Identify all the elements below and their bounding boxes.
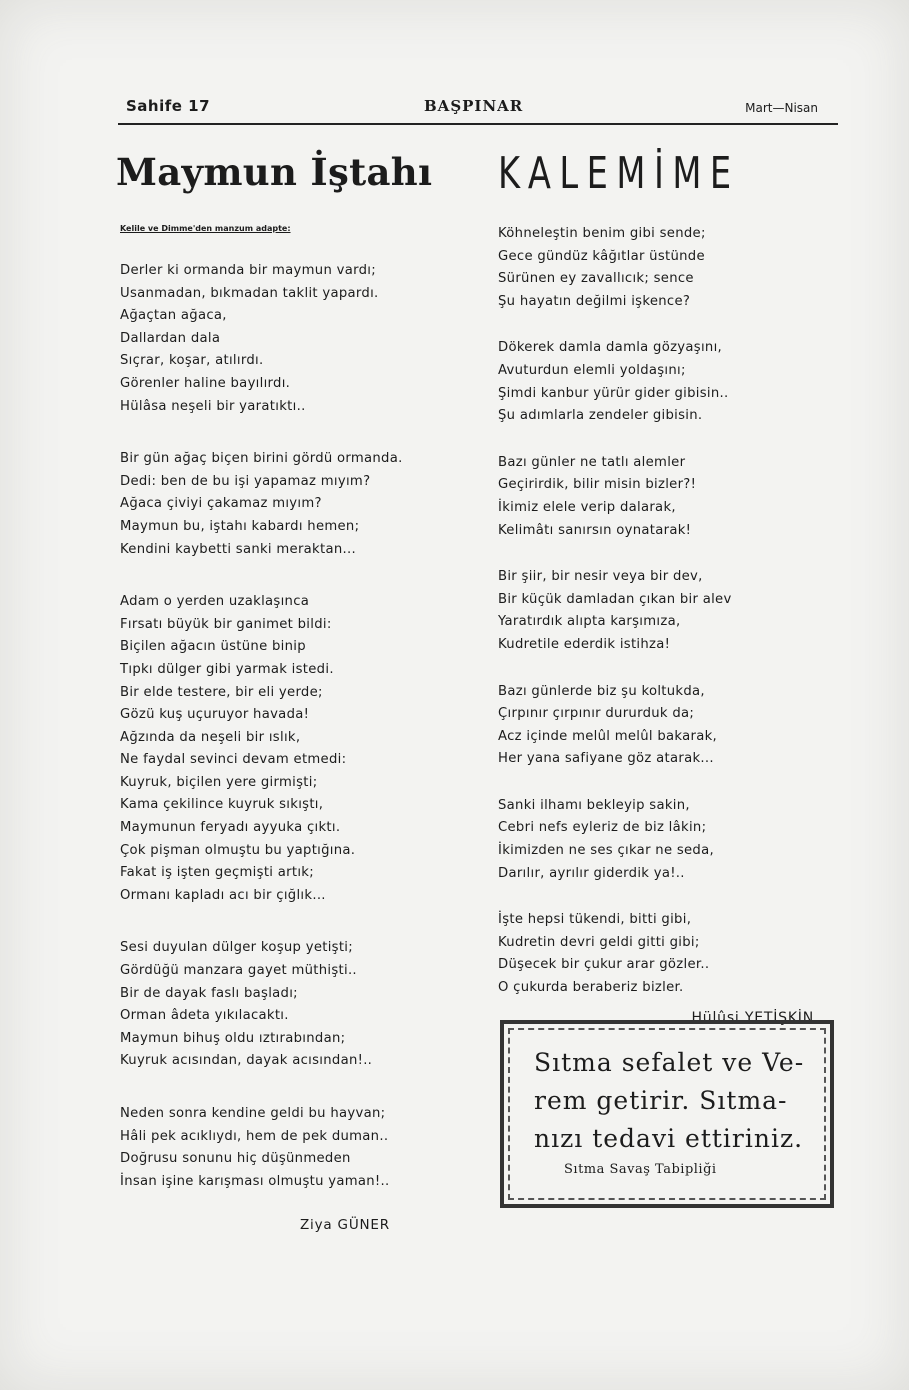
- issue-date: Mart—Nisan: [745, 101, 818, 115]
- poem-line: Sesi duyulan dülger koşup yetişti;: [120, 940, 354, 956]
- poem-line: Şu hayatın değilmi işkence?: [498, 293, 691, 309]
- poem-line: Bir şiir, bir nesir veya bir dev,: [498, 569, 703, 585]
- poem-line: Maymun bihuş oldu ıztırabından;: [120, 1030, 346, 1046]
- poem-line: Gördüğü manzara gayet müthişti..: [120, 963, 357, 979]
- poem-line: Adam o yerden uzaklaşınca: [120, 594, 310, 610]
- stanza: [120, 448, 462, 561]
- poem-line: Doğrusu sonunu hiç düşünmeden: [120, 1151, 351, 1167]
- poem-line: Düşecek bir çukur arar gözler..: [498, 957, 710, 973]
- stanza: [120, 591, 462, 907]
- poem-line: İşte hepsi tükendi, bitti gibi,: [498, 912, 692, 928]
- poem-line: Bir küçük damladan çıkan bir alev: [498, 591, 732, 607]
- poem-line: Fırsatı büyük bir ganimet bildi:: [120, 616, 332, 632]
- stanza: [120, 260, 462, 418]
- poem-left: [120, 260, 462, 1193]
- poem-line: Sıçrar, koşar, atılırdı.: [120, 353, 264, 369]
- poem-line: Dallardan dala: [120, 330, 221, 346]
- stanza: [498, 909, 834, 999]
- poem-line: Cebri nefs eyleriz de biz lâkin;: [498, 820, 707, 836]
- poem-line: O çukurda beraberiz bizler.: [498, 980, 684, 996]
- poem-line: İnsan işine karışması olmuştu yaman!..: [120, 1173, 390, 1189]
- poem-line: Köhneleştin benim gibi sende;: [498, 226, 706, 241]
- page-number: Sahife 17: [126, 97, 211, 115]
- poem-line: Dökerek damla damla gözyaşını,: [498, 340, 723, 356]
- poem-line: Dedi: ben de bu işi yapamaz mıyım?: [120, 473, 371, 489]
- poem-line: Çırpınır çırpınır dururduk da;: [498, 706, 695, 722]
- poem-line: Kuyruk, biçilen yere girmişti;: [120, 774, 318, 790]
- poem-line: Sanki ilhamı bekleyip sakin,: [498, 797, 690, 813]
- right-column: [494, 140, 834, 1026]
- poem-line: Kudretile ederdik istihza!: [498, 636, 671, 652]
- stanza: [498, 452, 834, 542]
- poem-line: Darılır, ayrılır giderdik ya!..: [498, 865, 685, 881]
- poem-line: Gece gündüz kâğıtlar üstünde: [498, 248, 705, 264]
- magazine-title: BAŞPINAR: [424, 97, 524, 115]
- poem-line: İkimizden ne ses çıkar ne seda,: [498, 843, 714, 859]
- stanza: [498, 337, 834, 427]
- poem-line: Görenler haline bayılırdı.: [120, 375, 291, 391]
- poem-line: Kudretin devri geldi gitti gibi;: [498, 934, 700, 950]
- poem-line: Bazı günler ne tatlı alemler: [498, 454, 686, 470]
- stanza: [498, 681, 834, 771]
- ad-line: nızı tedavi ettiriniz.: [534, 1124, 804, 1153]
- left-column: [112, 140, 462, 1233]
- stanza: [498, 566, 834, 656]
- advertisement-box: [500, 1020, 834, 1208]
- poem-subtitle-left: Kelile ve Dimme'den manzum adapte:: [120, 224, 291, 233]
- poem-line: Fakat iş işten geçmişti artık;: [120, 865, 314, 881]
- ad-signature: Sıtma Savaş Tabipliği: [564, 1162, 717, 1177]
- poem-line: Kelimâtı sanırsın oynatarak!: [498, 522, 692, 538]
- stanza: [120, 1103, 462, 1193]
- poem-line: Usanmadan, bıkmadan taklit yapardı.: [120, 285, 379, 301]
- poem-line: Ne faydal sevinci devam etmedi:: [120, 752, 347, 768]
- poem-line: Ormanı kapladı acı bir çığlık...: [120, 887, 326, 903]
- poem-line: Yaratırdık alıpta karşımıza,: [498, 614, 681, 630]
- ad-line: Sıtma sefalet ve Ve-: [534, 1048, 805, 1077]
- poem-line: Orman âdeta yıkılacaktı.: [120, 1008, 289, 1024]
- poem-line: Biçilen ağacın üstüne binip: [120, 639, 306, 655]
- poem-line: Hülâsa neşeli bir yaratıktı..: [120, 398, 306, 414]
- poem-line: Her yana safiyane göz atarak...: [498, 751, 714, 767]
- poem-line: Bir gün ağaç biçen birini gördü ormanda.: [120, 451, 403, 467]
- poem-line: Şu adımlarla zendeler gibisin.: [498, 408, 703, 424]
- stanza: [498, 795, 834, 885]
- poem-line: Ağzında da neşeli bir ıslık,: [120, 729, 301, 745]
- poem-line: Hâli pek acıklıydı, hem de pek duman..: [120, 1128, 389, 1144]
- poem-line: Derler ki ormanda bir maymun vardı;: [120, 263, 376, 278]
- poem-line: Geçirirdik, bilir misin bizler?!: [498, 477, 697, 493]
- poem-line: Neden sonra kendine geldi bu hayvan;: [120, 1106, 386, 1121]
- poem-line: Ağaca çiviyi çakamaz mıyım?: [120, 496, 322, 512]
- ad-line: rem getirir. Sıtma-: [534, 1086, 788, 1115]
- poem-line: Sürünen ey zavallıcık; sence: [498, 271, 694, 287]
- poem-line: Kama çekilince kuyruk sıkıştı,: [120, 797, 324, 813]
- poem-line: Gözü kuş uçuruyor havada!: [120, 707, 310, 723]
- poem-line: Tıpkı dülger gibi yarmak istedi.: [120, 661, 334, 677]
- poem-line: Bazı günlerde biz şu koltukda,: [498, 683, 705, 699]
- poem-line: Acz içinde melûl melûl bakarak,: [498, 728, 718, 744]
- poem-line: Çok pişman olmuştu bu yaptığına.: [120, 842, 356, 858]
- poem-line: Bir de dayak faslı başladı;: [120, 985, 298, 1001]
- poem-title-left: Maymun İştahı: [116, 150, 433, 194]
- poem-line: Şimdi kanbur yürür gider gibisin..: [498, 385, 729, 401]
- page-header: [118, 95, 838, 125]
- poem-line: Kuyruk acısından, dayak acısından!..: [120, 1053, 373, 1069]
- stanza: [498, 223, 834, 313]
- stanza: [120, 937, 462, 1073]
- poem-line: Kendini kaybetti sanki meraktan...: [120, 541, 356, 557]
- poem-right: [498, 223, 834, 1000]
- poem-line: Maymun bu, iştahı kabardı hemen;: [120, 518, 360, 534]
- poem-line: Bir elde testere, bir eli yerde;: [120, 684, 323, 700]
- poem-line: Ağaçtan ağaca,: [120, 308, 227, 324]
- author-right: Hülûsi YETİŞKİN: [691, 1009, 814, 1026]
- poem-line: Avuturdun elemli yoldaşını;: [498, 362, 686, 378]
- poem-line: İkimiz elele verip dalarak,: [498, 499, 676, 515]
- poem-title-right: KALEMİME: [498, 148, 740, 199]
- poem-line: Maymunun feryadı ayyuka çıktı.: [120, 820, 341, 836]
- author-left: Ziya GÜNER: [300, 1217, 390, 1234]
